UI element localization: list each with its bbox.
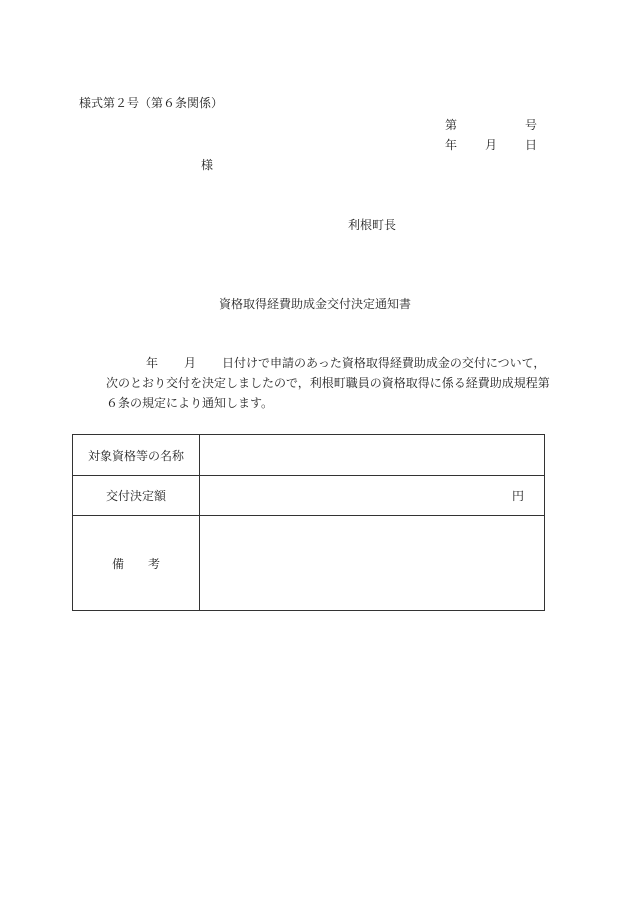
table-row: [73, 435, 545, 476]
recipient-suffix: 様: [201, 158, 214, 172]
remarks-value: [200, 516, 545, 611]
decision-table: [72, 434, 545, 611]
table-row: [73, 476, 545, 516]
body-text: 日付けで申請のあった資格取得経費助成金の交付について，次のとおり交付を決定しましたので，利根町職員の資格取得に係る経費助成規程第６条の規定により通知します。: [106, 356, 550, 410]
remarks-label: 備考: [111, 556, 184, 571]
remarks-label-cell: [73, 516, 200, 611]
qualification-label: 対象資格等の名称: [73, 435, 200, 476]
number-suffix: 号: [525, 118, 538, 132]
qualification-value: [200, 435, 545, 476]
amount-label: 交付決定額: [73, 476, 200, 516]
number-prefix: 第: [445, 118, 458, 132]
table-row: [73, 516, 545, 611]
date-year-label: 年: [445, 138, 458, 152]
notice-body: [106, 353, 551, 413]
form-number: 様式第２号（第６条関係）: [79, 96, 224, 110]
date-month-label: 月: [485, 138, 498, 152]
body-month-label: 月: [184, 356, 197, 370]
date-day-label: 日: [525, 138, 538, 152]
amount-unit: 円: [511, 489, 524, 503]
document-title: 資格取得経費助成金交付決定通知書: [218, 297, 411, 311]
amount-value: [200, 476, 545, 516]
issuer-name: 利根町長: [348, 218, 397, 232]
body-year-label: 年: [146, 356, 159, 370]
